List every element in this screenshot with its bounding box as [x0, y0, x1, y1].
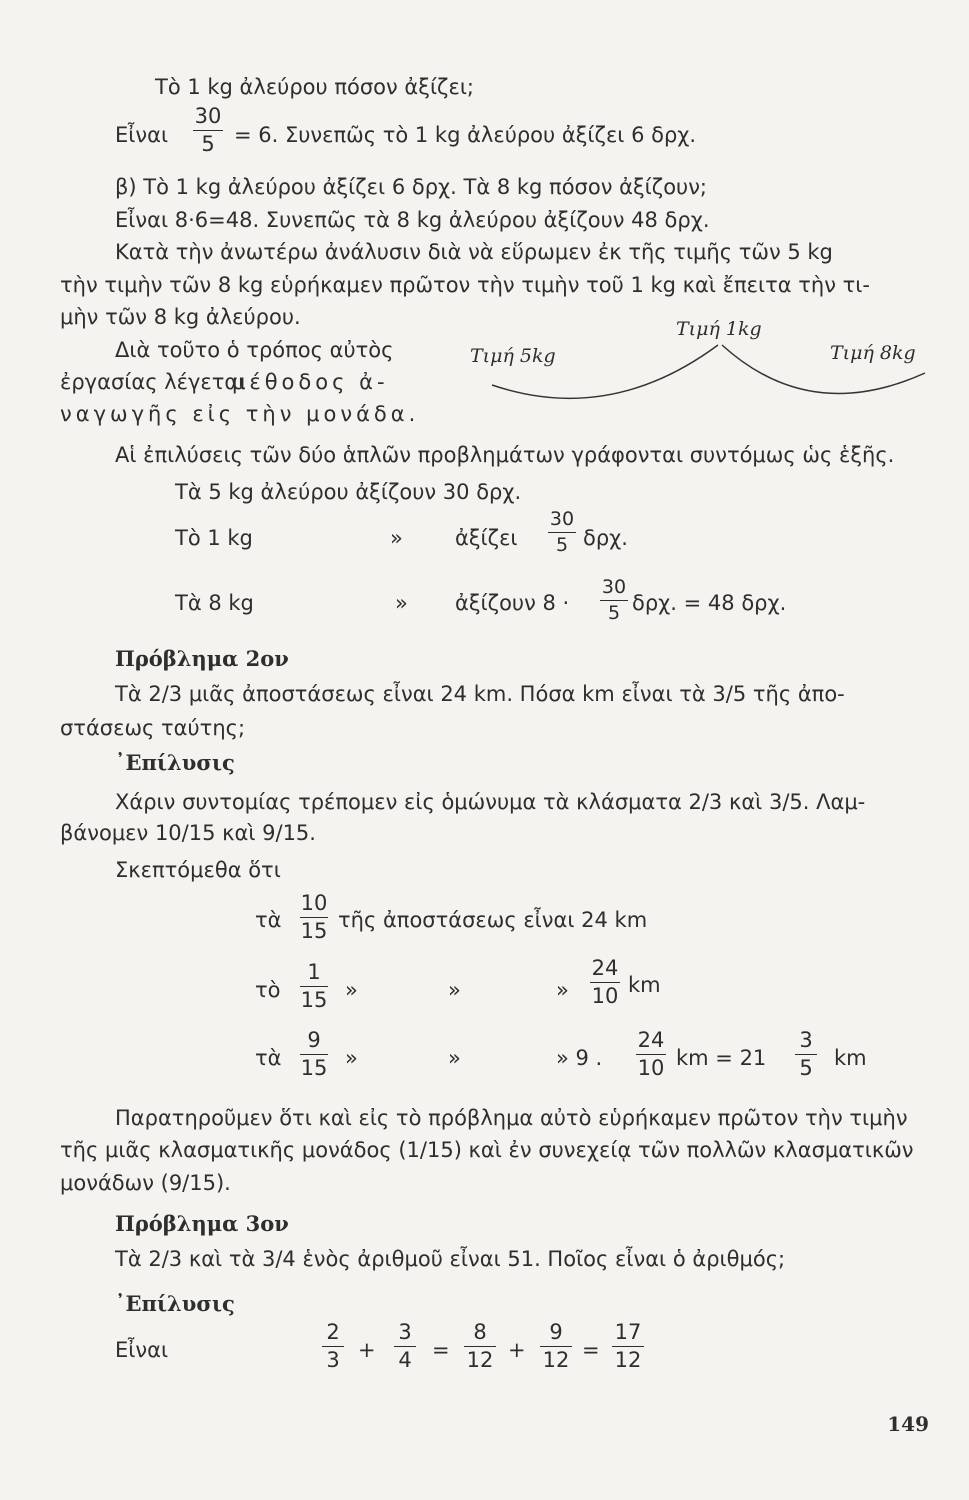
text-line: μονάδων (9/15).: [60, 1171, 231, 1195]
label-price-8kg: Τιμή 8kg: [830, 342, 916, 364]
text-line: β) Τὸ 1 kg ἀλεύρου ἀξίζει 6 δρχ. Τὰ 8 kg πόσον ἀξίζουν;: [115, 175, 707, 199]
operator: =: [582, 1338, 600, 1362]
denominator: 4: [398, 1348, 412, 1372]
numerator: 30: [601, 576, 627, 598]
operator: +: [508, 1338, 526, 1362]
problem-heading: Πρόβλημα 2ον: [115, 646, 289, 671]
text-line: Κατὰ τὴν ἀνωτέρω ἀνάλυσιν διὰ νὰ εὕρωμεν ἐκ τῆς τιμῆς τῶν 5 kg: [115, 240, 833, 264]
text-line: Διὰ τοῦτο ὁ τρόπος αὐτὸς: [115, 338, 394, 362]
text-line: Χάριν συντομίας τρέπομεν εἰς ὁμώνυμα τὰ κλάσματα 2/3 καὶ 3/5. Λαμ-: [115, 790, 866, 814]
text-line: τῆς ἀποστάσεως εἶναι 24 km: [338, 908, 648, 932]
text-line: Αἱ ἐπιλύσεις τῶν δύο ἁπλῶν προβλημάτων γράφονται συντόμως ὡς ἑξῆς.: [115, 443, 895, 467]
page-number: 149: [887, 1412, 929, 1436]
fraction: [590, 958, 620, 1007]
text-line: = 6. Συνεπῶς τὸ 1 kg ἀλεύρου ἀξίζει 6 δρχ.: [234, 123, 697, 147]
fraction: [300, 893, 328, 942]
denominator: 3: [326, 1348, 340, 1372]
denominator: 12: [614, 1348, 642, 1372]
unit-label: km: [834, 1046, 867, 1070]
label-price-5kg: Τιμή 5kg: [470, 345, 556, 367]
fraction: [300, 962, 328, 1011]
numerator: 9: [549, 1320, 563, 1344]
text-line: » 9 .: [556, 1046, 603, 1070]
ditto-mark: »: [345, 978, 358, 1002]
numerator: 3: [799, 1028, 813, 1052]
numerator: 8: [473, 1320, 487, 1344]
ditto-mark: »: [448, 978, 461, 1002]
denominator: 12: [466, 1348, 494, 1372]
text-line: Τὸ 1 kg ἀλεύρου πόσον ἀξίζει;: [155, 75, 474, 99]
ditto-mark: »: [395, 591, 408, 615]
denominator: 10: [591, 984, 619, 1008]
solution-heading: ᾿Επίλυσις: [115, 750, 235, 775]
text-line: Εἶναι: [115, 123, 169, 147]
fraction: [193, 106, 223, 155]
operator: +: [358, 1338, 376, 1362]
text-line: ἀξίζει: [455, 526, 518, 550]
text-line: μὴν τῶν 8 kg ἀλεύρου.: [60, 305, 301, 329]
numerator: 24: [591, 956, 619, 980]
text-line: τὰ: [255, 908, 282, 932]
solution-heading: ᾿Επίλυσις: [115, 1291, 235, 1316]
numerator: 3: [398, 1320, 412, 1344]
fraction: [540, 1322, 572, 1371]
text-line: τῆς μιᾶς κλασματικῆς μονάδος (1/15) καὶ ἐν συνεχείᾳ τῶν πολλῶν κλασματικῶν: [60, 1138, 914, 1162]
numerator: 30: [194, 104, 222, 128]
text-line: βάνομεν 10/15 καὶ 9/15.: [60, 821, 316, 845]
ditto-mark: »: [345, 1046, 358, 1070]
text-line: Τὸ 1 kg: [175, 526, 253, 550]
fraction: [464, 1322, 496, 1371]
operator: =: [432, 1338, 450, 1362]
numerator: 24: [637, 1028, 665, 1052]
text-line: Εἶναι: [115, 1338, 169, 1362]
fraction: [612, 1322, 644, 1371]
numerator: 9: [307, 1028, 321, 1052]
denominator: 5: [201, 132, 215, 156]
text-line: Τὰ 8 kg: [175, 591, 254, 615]
problem-heading: Πρόβλημα 3ον: [115, 1211, 289, 1236]
fraction: [300, 1030, 328, 1079]
denominator: 15: [300, 919, 328, 943]
fraction: [795, 1030, 817, 1079]
text-line: km = 21: [676, 1046, 767, 1070]
numerator: 17: [614, 1320, 642, 1344]
text-line: δρχ.: [583, 526, 628, 550]
fraction: [394, 1322, 416, 1371]
denominator: 10: [637, 1056, 665, 1080]
text-line: στάσεως ταύτης;: [60, 716, 246, 740]
text-line: Τὰ 2/3 καὶ τὰ 3/4 ἑνὸς ἀριθμοῦ εἶναι 51. Ποῖος εἶναι ὁ ἀριθμός;: [115, 1247, 786, 1271]
ditto-mark: »: [390, 526, 403, 550]
text-line: Τὰ 2/3 μιᾶς ἀποστάσεως εἶναι 24 km. Πόσα km εἶναι τὰ 3/5 τῆς ἀπο-: [115, 682, 845, 706]
text-line: ναγωγῆς εἰς τὴν μονάδα.: [60, 402, 420, 426]
text-line: Τὰ 5 kg ἀλεύρου ἀξίζουν 30 δρχ.: [175, 480, 522, 504]
fraction: [322, 1322, 344, 1371]
text-line: δρχ. = 48 δρχ.: [632, 591, 787, 615]
denominator: 5: [555, 534, 569, 556]
label-price-1kg: Τιμή 1kg: [676, 318, 762, 340]
text-line: ἐργασίας λέγεται: [60, 370, 246, 394]
text-line: Παρατηροῦμεν ὅτι καὶ εἰς τὸ πρόβλημα αὐτὸ εὑρήκαμεν πρῶτον τὴν τιμὴν: [115, 1106, 908, 1130]
text-line: Σκεπτόμεθα ὅτι: [115, 858, 281, 882]
text-line: μέθοδος ἀ-: [232, 370, 389, 394]
numerator: 1: [307, 960, 321, 984]
ditto-mark: »: [556, 978, 569, 1002]
fraction: [600, 578, 628, 623]
unit-label: km: [628, 973, 661, 997]
text-line: Εἶναι 8·6=48. Συνεπῶς τὰ 8 kg ἀλεύρου ἀξίζουν 48 δρχ.: [115, 208, 710, 232]
text-line: τὸ: [255, 978, 281, 1002]
fraction: [636, 1030, 666, 1079]
numerator: 30: [549, 508, 575, 530]
text-line: ἀξίζουν 8 ·: [455, 591, 570, 615]
denominator: 15: [300, 988, 328, 1012]
numerator: 2: [326, 1320, 340, 1344]
fraction: [548, 510, 576, 555]
ditto-mark: »: [448, 1046, 461, 1070]
denominator: 5: [607, 602, 621, 624]
text-line: τὰ: [255, 1046, 282, 1070]
denominator: 12: [542, 1348, 570, 1372]
text-line: τὴν τιμὴν τῶν 8 kg εὑρήκαμεν πρῶτον τὴν τιμὴν τοῦ 1 kg καὶ ἔπειτα τὴν τι-: [60, 273, 870, 297]
numerator: 10: [300, 891, 328, 915]
denominator: 5: [799, 1056, 813, 1080]
denominator: 15: [300, 1056, 328, 1080]
